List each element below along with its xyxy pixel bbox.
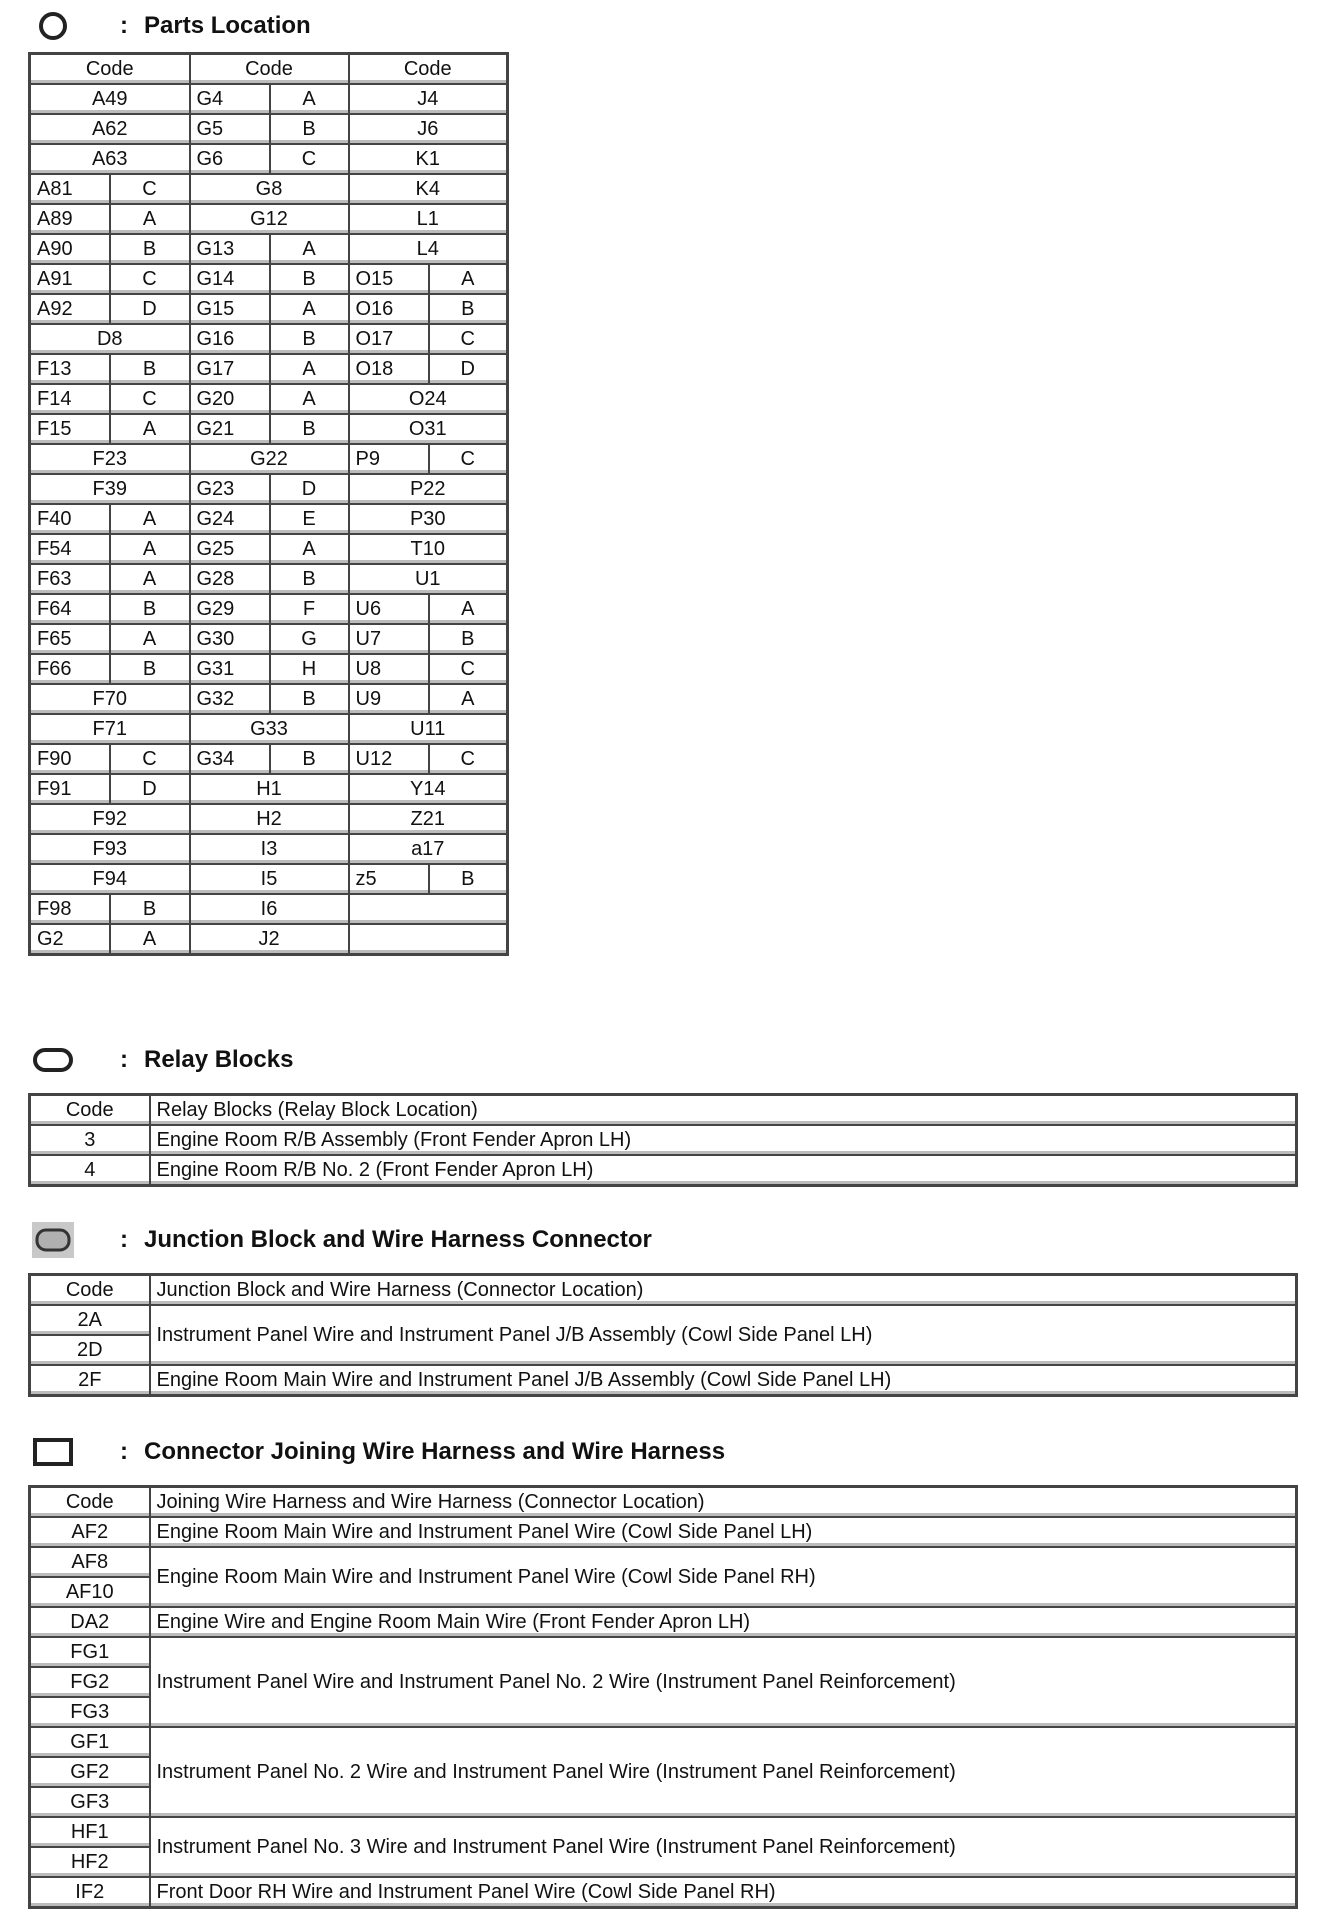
parts-header-code: Code	[30, 54, 190, 85]
part-letter: D	[270, 474, 349, 504]
part-letter: B	[429, 864, 508, 894]
part-letter: A	[110, 534, 190, 564]
part-code: Y14	[349, 774, 508, 804]
part-letter: B	[429, 624, 508, 654]
table-row	[30, 144, 508, 174]
part-code	[349, 924, 508, 955]
part-code: F23	[30, 444, 190, 474]
table-row	[30, 624, 508, 654]
table-row	[30, 264, 508, 294]
part-code: F93	[30, 834, 190, 864]
part-code: O31	[349, 414, 508, 444]
part-code: O16	[349, 294, 429, 324]
description-cell: Engine Room Main Wire and Instrument Panel Wire (Cowl Side Panel RH)	[150, 1547, 1297, 1607]
part-letter: C	[429, 654, 508, 684]
table-row	[30, 384, 508, 414]
junction-block-title: Junction Block and Wire Harness Connector	[144, 1226, 652, 1253]
part-letter: B	[110, 594, 190, 624]
table-row	[30, 684, 508, 714]
table-row	[30, 1727, 1297, 1757]
table-row	[30, 1607, 1297, 1637]
table-row	[30, 114, 508, 144]
code-cell: AF8	[30, 1547, 150, 1577]
code-cell: 2A	[30, 1305, 150, 1335]
part-code: G5	[190, 114, 270, 144]
part-code: H2	[190, 804, 349, 834]
description-cell: Engine Wire and Engine Room Main Wire (Front Fender Apron LH)	[150, 1607, 1297, 1637]
part-code: A90	[30, 234, 110, 264]
table-row	[30, 1125, 1297, 1155]
part-letter: B	[110, 234, 190, 264]
junction-block-colon: :	[120, 1226, 128, 1253]
code-cell: 3	[30, 1125, 150, 1155]
part-code: F65	[30, 624, 110, 654]
part-code: G25	[190, 534, 270, 564]
parts-header-code: Code	[190, 54, 349, 85]
code-cell: GF3	[30, 1787, 150, 1817]
part-code: F91	[30, 774, 110, 804]
part-letter: B	[270, 324, 349, 354]
table-row	[30, 534, 508, 564]
connector-joining-title: Connector Joining Wire Harness and Wire Harness	[144, 1438, 726, 1465]
part-code: G29	[190, 594, 270, 624]
part-code: G20	[190, 384, 270, 414]
part-letter: C	[270, 144, 349, 174]
part-code: P9	[349, 444, 429, 474]
part-letter: C	[110, 384, 190, 414]
table-row	[30, 474, 508, 504]
parts-header-code: Code	[349, 54, 508, 85]
part-code: P22	[349, 474, 508, 504]
code-cell: FG3	[30, 1697, 150, 1727]
part-letter: D	[110, 294, 190, 324]
part-code: G4	[190, 84, 270, 114]
description-cell: Engine Room Main Wire and Instrument Panel J/B Assembly (Cowl Side Panel LH)	[150, 1365, 1297, 1396]
part-letter: C	[429, 444, 508, 474]
code-cell: 2F	[30, 1365, 150, 1396]
part-code: T10	[349, 534, 508, 564]
part-code: F14	[30, 384, 110, 414]
shaded-rounded-rect-symbol-icon	[30, 1224, 76, 1256]
part-letter: G	[270, 624, 349, 654]
part-code: J4	[349, 84, 508, 114]
part-code: A81	[30, 174, 110, 204]
table-row	[30, 1877, 1297, 1908]
part-letter: B	[110, 894, 190, 924]
part-letter: B	[270, 414, 349, 444]
description-cell: Instrument Panel Wire and Instrument Panel No. 2 Wire (Instrument Panel Reinforcement)	[150, 1637, 1297, 1727]
part-letter: A	[429, 264, 508, 294]
part-letter: C	[110, 174, 190, 204]
connector-joining-heading	[30, 1432, 725, 1472]
part-code: G28	[190, 564, 270, 594]
part-code: G2	[30, 924, 110, 955]
part-code: P30	[349, 504, 508, 534]
table-row	[30, 1517, 1297, 1547]
part-code: G31	[190, 654, 270, 684]
table-row	[30, 714, 508, 744]
part-letter: A	[429, 594, 508, 624]
part-code: F64	[30, 594, 110, 624]
part-code: H1	[190, 774, 349, 804]
part-code: G12	[190, 204, 349, 234]
table-row	[30, 894, 508, 924]
connector-joining-table	[28, 1485, 1298, 1909]
table-row	[30, 504, 508, 534]
code-cell: FG1	[30, 1637, 150, 1667]
part-code: U11	[349, 714, 508, 744]
rounded-rect-symbol-icon	[30, 1044, 76, 1076]
table-row	[30, 1547, 1297, 1577]
part-code: F90	[30, 744, 110, 774]
part-code: I5	[190, 864, 349, 894]
part-code: A63	[30, 144, 190, 174]
part-letter: B	[110, 654, 190, 684]
part-code: L1	[349, 204, 508, 234]
table-row	[30, 1305, 1297, 1335]
part-code: J2	[190, 924, 349, 955]
relay-blocks-heading	[30, 1040, 293, 1080]
table-row	[30, 1365, 1297, 1396]
junction-block-table	[28, 1273, 1298, 1397]
part-letter: A	[270, 534, 349, 564]
part-letter: C	[110, 264, 190, 294]
part-letter: D	[110, 774, 190, 804]
part-code: F71	[30, 714, 190, 744]
code-cell: 4	[30, 1155, 150, 1186]
description-cell: Engine Room Main Wire and Instrument Panel Wire (Cowl Side Panel LH)	[150, 1517, 1297, 1547]
part-code: G6	[190, 144, 270, 174]
part-code	[349, 894, 508, 924]
code-cell: AF10	[30, 1577, 150, 1607]
part-code: G17	[190, 354, 270, 384]
part-code: O24	[349, 384, 508, 414]
part-letter: B	[270, 114, 349, 144]
part-code: G32	[190, 684, 270, 714]
table-row	[30, 1637, 1297, 1667]
table-row	[30, 84, 508, 114]
relay-header-desc: Relay Blocks (Relay Block Location)	[150, 1095, 1297, 1126]
part-letter: B	[110, 354, 190, 384]
part-letter: H	[270, 654, 349, 684]
part-letter: C	[110, 744, 190, 774]
part-code: G23	[190, 474, 270, 504]
part-code: U12	[349, 744, 429, 774]
cj-header-code: Code	[30, 1487, 150, 1518]
part-code: F40	[30, 504, 110, 534]
part-code: F63	[30, 564, 110, 594]
part-letter: C	[429, 744, 508, 774]
table-row	[30, 324, 508, 354]
part-code: G21	[190, 414, 270, 444]
part-code: O17	[349, 324, 429, 354]
parts-location-title: Parts Location	[144, 12, 311, 39]
part-letter: A	[110, 924, 190, 955]
part-code: I6	[190, 894, 349, 924]
part-code: G24	[190, 504, 270, 534]
part-code: G22	[190, 444, 349, 474]
table-row	[30, 174, 508, 204]
part-code: G33	[190, 714, 349, 744]
jb-header-desc: Junction Block and Wire Harness (Connector Location)	[150, 1275, 1297, 1306]
part-letter: A	[110, 624, 190, 654]
part-code: K4	[349, 174, 508, 204]
table-row	[30, 1155, 1297, 1186]
part-code: F15	[30, 414, 110, 444]
parts-location-table	[28, 52, 509, 956]
part-code: F54	[30, 534, 110, 564]
part-code: A92	[30, 294, 110, 324]
circle-symbol-icon	[30, 10, 76, 42]
part-code: z5	[349, 864, 429, 894]
part-letter: D	[429, 354, 508, 384]
table-row	[30, 414, 508, 444]
part-letter: E	[270, 504, 349, 534]
part-code: A62	[30, 114, 190, 144]
square-symbol-icon	[30, 1436, 76, 1468]
part-code: G13	[190, 234, 270, 264]
part-letter: B	[270, 684, 349, 714]
jb-header-code: Code	[30, 1275, 150, 1306]
part-letter: A	[110, 564, 190, 594]
part-code: A49	[30, 84, 190, 114]
part-letter: A	[110, 414, 190, 444]
junction-block-heading	[30, 1220, 652, 1260]
part-letter: A	[110, 204, 190, 234]
part-code: U1	[349, 564, 508, 594]
part-code: D8	[30, 324, 190, 354]
relay-blocks-title: Relay Blocks	[144, 1046, 294, 1073]
parts-location-heading	[30, 6, 311, 46]
part-letter: A	[270, 234, 349, 264]
part-code: G15	[190, 294, 270, 324]
part-letter: B	[270, 564, 349, 594]
description-cell: Engine Room R/B Assembly (Front Fender Apron LH)	[150, 1125, 1297, 1155]
part-code: A89	[30, 204, 110, 234]
part-code: G16	[190, 324, 270, 354]
code-cell: AF2	[30, 1517, 150, 1547]
part-code: a17	[349, 834, 508, 864]
part-code: G34	[190, 744, 270, 774]
part-code: A91	[30, 264, 110, 294]
part-code: F70	[30, 684, 190, 714]
part-code: F39	[30, 474, 190, 504]
connector-joining-colon: :	[120, 1438, 128, 1465]
code-cell: DA2	[30, 1607, 150, 1637]
code-cell: FG2	[30, 1667, 150, 1697]
part-letter: B	[270, 744, 349, 774]
part-code: F98	[30, 894, 110, 924]
table-row	[30, 1817, 1297, 1847]
table-row	[30, 204, 508, 234]
table-row	[30, 354, 508, 384]
description-cell: Front Door RH Wire and Instrument Panel Wire (Cowl Side Panel RH)	[150, 1877, 1297, 1908]
table-row	[30, 594, 508, 624]
table-row	[30, 234, 508, 264]
code-cell: IF2	[30, 1877, 150, 1908]
part-code: O18	[349, 354, 429, 384]
part-code: U8	[349, 654, 429, 684]
table-row	[30, 804, 508, 834]
part-letter: A	[270, 384, 349, 414]
part-code: F94	[30, 864, 190, 894]
description-cell: Instrument Panel No. 2 Wire and Instrument Panel Wire (Instrument Panel Reinforcement)	[150, 1727, 1297, 1817]
part-code: L4	[349, 234, 508, 264]
table-row	[30, 924, 508, 955]
part-letter: C	[429, 324, 508, 354]
relay-header-code: Code	[30, 1095, 150, 1126]
part-code: U7	[349, 624, 429, 654]
table-row	[30, 294, 508, 324]
part-code: J6	[349, 114, 508, 144]
table-row	[30, 834, 508, 864]
table-row	[30, 444, 508, 474]
code-cell: 2D	[30, 1335, 150, 1365]
part-letter: F	[270, 594, 349, 624]
table-row	[30, 774, 508, 804]
part-letter: A	[270, 294, 349, 324]
code-cell: HF2	[30, 1847, 150, 1877]
part-letter: B	[270, 264, 349, 294]
table-row	[30, 744, 508, 774]
parts-location-colon: :	[120, 12, 128, 39]
part-letter: A	[110, 504, 190, 534]
table-row	[30, 654, 508, 684]
part-code: F92	[30, 804, 190, 834]
part-letter: A	[270, 84, 349, 114]
cj-header-desc: Joining Wire Harness and Wire Harness (Connector Location)	[150, 1487, 1297, 1518]
part-code: O15	[349, 264, 429, 294]
code-cell: GF2	[30, 1757, 150, 1787]
part-code: I3	[190, 834, 349, 864]
table-row	[30, 864, 508, 894]
code-cell: HF1	[30, 1817, 150, 1847]
description-cell: Instrument Panel Wire and Instrument Panel J/B Assembly (Cowl Side Panel LH)	[150, 1305, 1297, 1365]
part-code: U6	[349, 594, 429, 624]
part-code: U9	[349, 684, 429, 714]
part-code: G14	[190, 264, 270, 294]
description-cell: Engine Room R/B No. 2 (Front Fender Apron LH)	[150, 1155, 1297, 1186]
part-code: F66	[30, 654, 110, 684]
relay-blocks-table	[28, 1093, 1298, 1187]
description-cell: Instrument Panel No. 3 Wire and Instrument Panel Wire (Instrument Panel Reinforcement)	[150, 1817, 1297, 1877]
part-letter: B	[429, 294, 508, 324]
part-letter: A	[270, 354, 349, 384]
part-code: K1	[349, 144, 508, 174]
table-row	[30, 564, 508, 594]
part-code: F13	[30, 354, 110, 384]
part-code: Z21	[349, 804, 508, 834]
part-code: G8	[190, 174, 349, 204]
part-code: G30	[190, 624, 270, 654]
part-letter: A	[429, 684, 508, 714]
relay-blocks-colon: :	[120, 1046, 128, 1073]
code-cell: GF1	[30, 1727, 150, 1757]
